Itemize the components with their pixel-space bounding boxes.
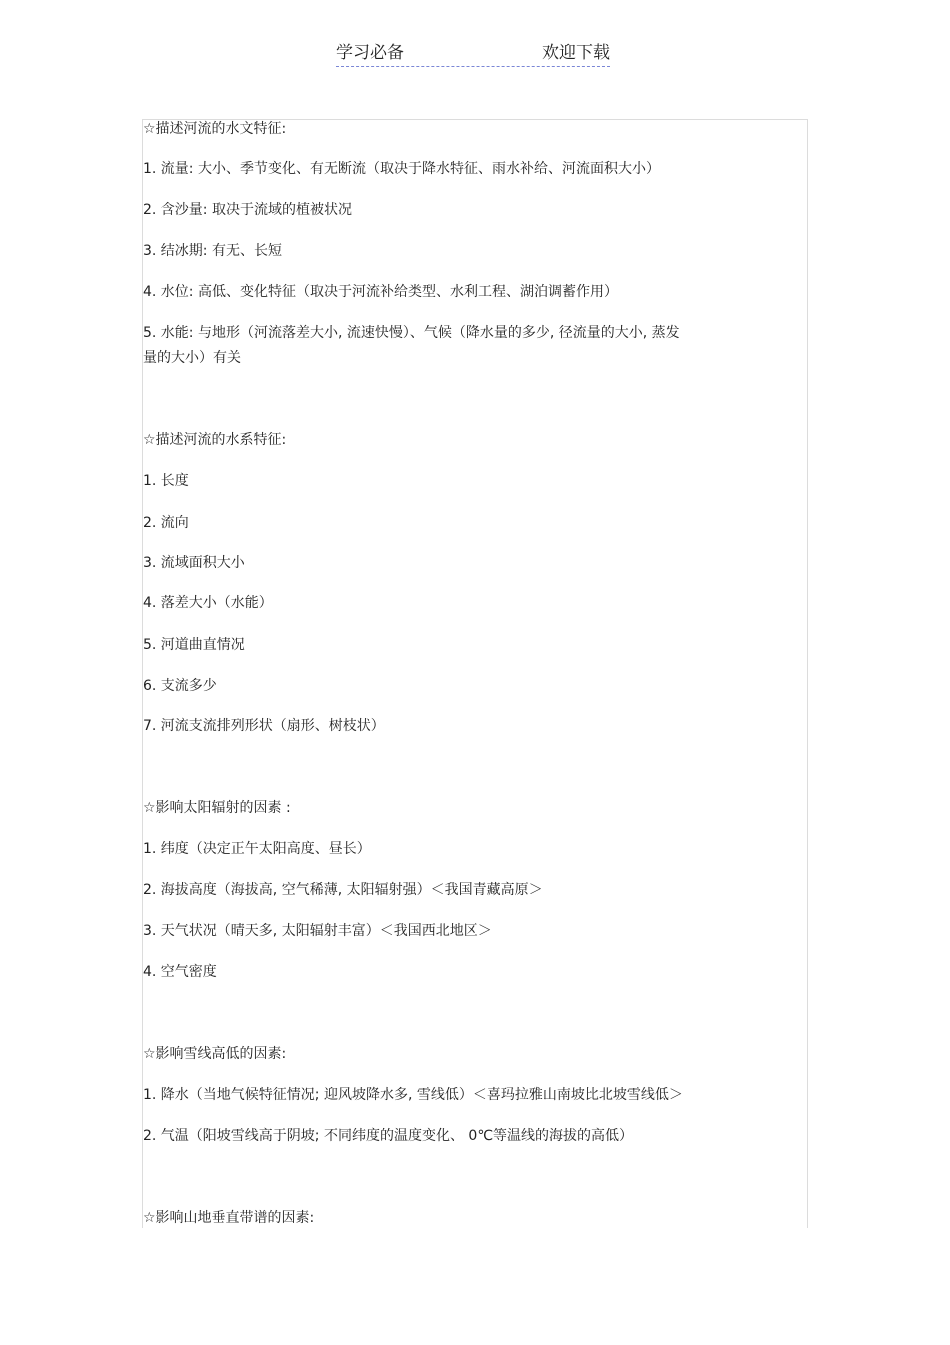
section-heading-solar-radiation: ☆影响太阳辐射的因素 :	[143, 800, 291, 816]
list-item: 3. 结冰期: 有无、长短	[143, 243, 282, 259]
list-item: 6. 支流多少	[143, 678, 217, 694]
page-header	[336, 42, 610, 67]
list-item: 4. 空气密度	[143, 964, 217, 980]
list-item: 1. 降水（当地气候特征情况; 迎风坡降水多, 雪线低）＜喜玛拉雅山南坡比北坡雪线低＞	[143, 1087, 683, 1103]
header-right-text: 欢迎下载	[542, 43, 610, 63]
list-item: 4. 落差大小（水能）	[143, 595, 273, 611]
header-left-text: 学习必备	[336, 43, 404, 63]
list-item-continuation: 量的大小）有关	[143, 350, 241, 366]
list-item: 2. 流向	[143, 515, 189, 531]
list-item: 7. 河流支流排列形状（扇形、树枝状）	[143, 718, 385, 734]
list-item: 1. 纬度（决定正午太阳高度、昼长）	[143, 841, 371, 857]
section-heading-hydrology: ☆描述河流的水文特征:	[143, 121, 287, 137]
list-item: 5. 河道曲直情况	[143, 637, 245, 653]
list-item: 2. 海拔高度（海拔高, 空气稀薄, 太阳辐射强）＜我国青藏高原＞	[143, 882, 543, 898]
list-item: 5. 水能: 与地形（河流落差大小, 流速快慢）、气候（降水量的多少, 径流量的大小, 蒸发	[143, 325, 680, 341]
section-heading-vertical-zonation: ☆影响山地垂直带谱的因素:	[143, 1210, 315, 1226]
section-heading-river-system: ☆描述河流的水系特征:	[143, 432, 287, 448]
section-heading-snowline: ☆影响雪线高低的因素:	[143, 1046, 287, 1062]
list-item: 2. 气温（阳坡雪线高于阴坡; 不同纬度的温度变化、 0℃等温线的海拔的高低）	[143, 1128, 634, 1144]
list-item: 1. 长度	[143, 473, 189, 489]
list-item: 4. 水位: 高低、变化特征（取决于河流补给类型、水利工程、湖泊调蓄作用）	[143, 284, 618, 300]
list-item: 3. 天气状况（晴天多, 太阳辐射丰富）＜我国西北地区＞	[143, 923, 492, 939]
list-item: 1. 流量: 大小、季节变化、有无断流（取决于降水特征、雨水补给、河流面积大小）	[143, 161, 660, 177]
list-item: 2. 含沙量: 取决于流域的植被状况	[143, 202, 352, 218]
list-item: 3. 流域面积大小	[143, 555, 245, 571]
